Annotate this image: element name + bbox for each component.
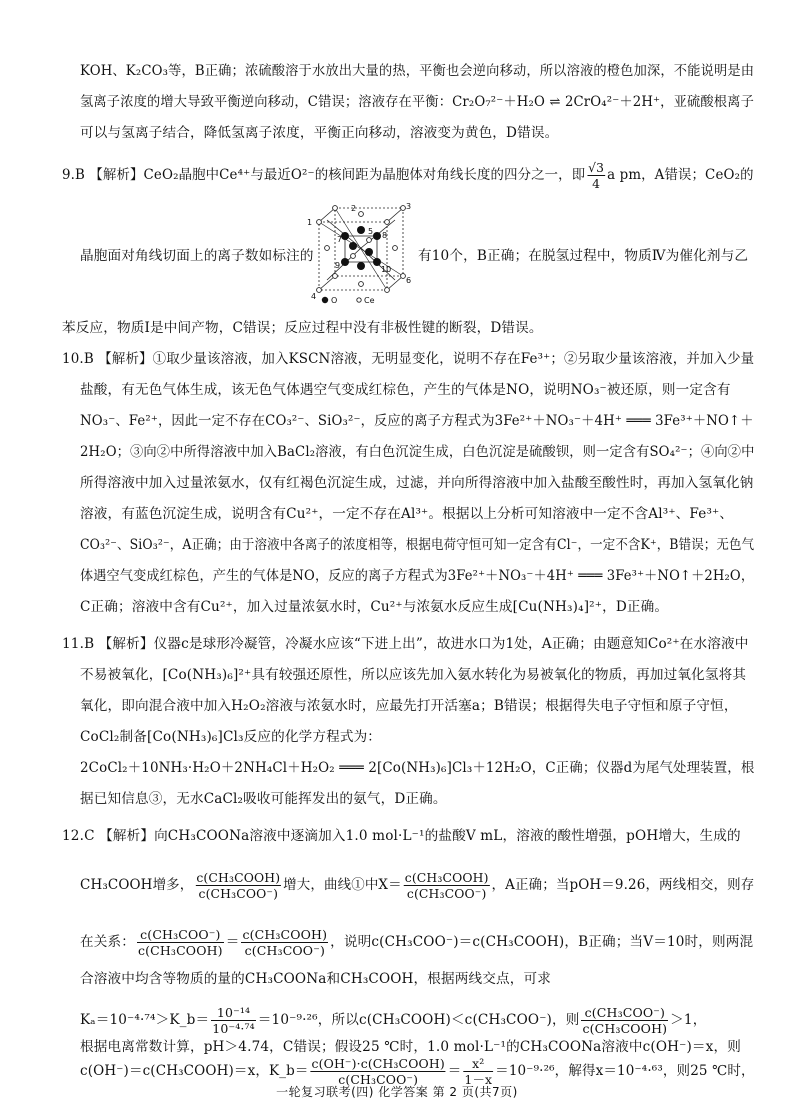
- o-legend-label: O: [331, 296, 338, 305]
- text-line: 有10个，B正确；在脱氢过程中，物质Ⅳ为催化剂与乙: [418, 248, 749, 264]
- text-line: KOH、K₂CO₃等，B正确；浓硫酸溶于水放出大量的热，平衡也会逆向移动，所以溶液的橙色加深，不能说明是由: [80, 63, 755, 79]
- text-line: 体遇空气变成红棕色，产生的气体是NO，反应的离子方程式为3Fe²⁺＋NO₃⁻＋4H⁺ ═══ 3Fe³⁺＋NO↑＋2H₂O，: [80, 568, 755, 584]
- text-line: 苯反应，物质Ⅰ是中间产物，C错误；反应过程中没有非极性键的断裂，D错误。: [62, 320, 543, 336]
- diagram-legend: [322, 296, 375, 305]
- fraction: [241, 927, 328, 958]
- text-line: NO₃⁻、Fe²⁺，因此一定不存在CO₃²⁻、SiO₃²⁻，反应的离子方程式为3Fe²⁺＋NO₃⁻＋4H⁺ ═══ 3Fe³⁺＋NO↑＋: [80, 413, 754, 429]
- atom-label: 9: [335, 261, 341, 270]
- text-line: 氧化，即向混合液中加入H₂O₂溶液与浓氨水时，应最先打开活塞a；B错误；根据得失电子守恒和原子守恒，: [80, 698, 738, 714]
- text-line: 根据电离常数计算，pH＞4.74，C错误；假设25 ℃时，1.0 mol·L⁻¹的CH₃COONa溶液中c(OH⁻)＝x，则: [80, 1039, 741, 1055]
- fraction: [581, 1005, 668, 1036]
- fraction-numerator: c(OH⁻)·c(CH₃COOH): [311, 1056, 445, 1071]
- fraction-numerator: c(CH₃COOH): [404, 870, 489, 885]
- text-segment: ＝10⁻⁹·²⁶，解得x＝10⁻⁴·⁶³，则25 ℃时，: [495, 1063, 755, 1079]
- atom-label: 7: [337, 235, 343, 244]
- atom-label: 1: [307, 218, 313, 227]
- ce-legend-label: Ce: [364, 296, 375, 305]
- text-line: CO₃²⁻、SiO₃²⁻，A正确；由于溶液中各离子的浓度相等，根据电荷守恒可知一定含有Cl⁻，一定不含K⁺，B错误；无色气: [80, 537, 755, 553]
- atom-label: 6: [406, 276, 412, 285]
- text-segment: Kₐ＝10⁻⁴·⁷⁴＞K_b＝: [80, 1012, 210, 1028]
- atom-label: 4: [311, 292, 317, 301]
- equation-line: 2CoCl₂＋10NH₃·H₂O＋2NH₄Cl＋H₂O₂ ═══ 2[Co(NH₃)₆]Cl₃＋12H₂O，C正确；仪器d为尾气处理装置，根: [80, 760, 755, 776]
- text-line: 氢离子浓度的增大导致平衡逆向移动，C错误；溶液存在平衡：Cr₂O₇²⁻＋H₂O ⇌ 2CrO₄²⁻＋2H⁺，亚硫酸根离子: [80, 94, 754, 110]
- text-line: 盐酸，有无色气体生成，该无色气体遇空气变成红棕色，产生的气体是NO，说明NO₃⁻被还原，则一定含有: [80, 382, 731, 398]
- text-segment: ，A正确；当pOH＝9.26，两线相交，则存: [491, 877, 755, 893]
- text-segment: CH₃COOH增多，: [80, 877, 194, 893]
- text-line: C正确；溶液中含有Cu²⁺，加入过量浓氨水时，Cu²⁺与浓氨水反应生成[Cu(NH₃)₄]²⁺，D正确。: [80, 599, 669, 615]
- o-legend-icon: [322, 297, 328, 303]
- fraction-line: [80, 927, 753, 958]
- text-line: 合溶液中均含等物质的量的CH₃COONa和CH₃COOH，根据两线交点，可求: [80, 971, 551, 987]
- text-segment: a pm，A错误；CeO₂的: [607, 167, 754, 183]
- text-segment: ＝: [447, 1063, 462, 1079]
- text-line: 所得溶液中加入过量浓氨水，仅有红褐色沉淀生成，过滤，并向所得溶液中加入盐酸至酸性时，再加入氢氧化钠: [80, 475, 754, 491]
- fraction: [195, 870, 281, 901]
- atom-label: 5: [368, 227, 374, 236]
- fraction-denominator: 4: [592, 176, 601, 191]
- cell-frame: [319, 208, 403, 290]
- text-segment: ＝10⁻⁹·²⁶，所以c(CH₃COOH)＜c(CH₃COO⁻)，则: [257, 1012, 580, 1028]
- fraction-denominator: c(CH₃COO⁻): [338, 1072, 419, 1087]
- fraction-numerator: c(CH₃COO⁻): [581, 1005, 668, 1021]
- fraction-denominator: c(CH₃COO⁻): [244, 943, 325, 958]
- text-segment: 增大，曲线①中X＝: [283, 877, 402, 893]
- ce-legend-icon: [357, 298, 361, 302]
- fraction-line: [80, 1005, 706, 1036]
- text-line: CoCl₂制备[Co(NH₃)₆]Cl₃反应的化学方程式为：: [80, 729, 382, 745]
- fraction-line: [80, 870, 754, 901]
- question-12-line: 12.C 【解析】向CH₃COONa溶液中逐滴加入1.0 mol·L⁻¹的盐酸V mL，溶液的酸性增强，pOH增大，生成的: [62, 828, 741, 844]
- text-segment: 9.B 【解析】CeO₂晶胞中Ce⁴⁺与最近O²⁻的核间距为晶胞体对角线长度的四分之一，即: [62, 167, 586, 183]
- page-footer: 一轮复习联考(四) 化学答案 第 2 页(共7页): [276, 1085, 518, 1099]
- text-line: 据已知信息③，无水CaCl₂吸收可能挥发出的氨气，D正确。: [80, 791, 447, 807]
- fraction-denominator: c(CH₃COO⁻): [198, 886, 279, 901]
- fraction-denominator: 1－x: [464, 1072, 493, 1087]
- fraction: [211, 1005, 256, 1036]
- fraction-numerator: c(CH₃COOH): [196, 870, 281, 885]
- atom-label: 8: [382, 231, 388, 240]
- fraction-denominator: c(CH₃COOH): [582, 1021, 668, 1036]
- fraction-numerator: 10⁻¹⁴: [211, 1005, 256, 1021]
- fraction-denominator: 10⁻⁴·⁷⁴: [212, 1021, 255, 1036]
- fraction: [137, 927, 224, 958]
- atom-label: 10: [381, 265, 392, 274]
- atom-label: 2: [351, 204, 357, 213]
- fraction-denominator: c(CH₃COO⁻): [406, 886, 487, 901]
- fraction-denominator: c(CH₃COOH): [137, 943, 223, 958]
- fraction-numerator: c(CH₃COOH): [242, 927, 328, 942]
- fraction: [404, 870, 490, 901]
- question-9-line: [62, 160, 754, 191]
- text-segment: 在关系：: [80, 934, 135, 950]
- text-segment: ＞1，: [670, 1012, 707, 1028]
- text-line: 溶液，有蓝色沉淀生成，说明含有Cu²⁺，一定不存在Al³⁺。根据以上分析可知溶液中一定不含Al³⁺、Fe³⁺、: [80, 506, 734, 522]
- text-line: 晶胞面对角线切面上的离子数如标注的: [80, 248, 314, 264]
- text-segment: c(OH⁻)＝c(CH₃COOH)＝x，K_b＝: [80, 1063, 309, 1079]
- ceo2-unit-cell-diagram: [305, 200, 417, 306]
- question-10-line: 10.B 【解析】①取少量该溶液，加入KSCN溶液，无明显变化，说明不存在Fe³⁺；②另取少量该溶液，并加入少量: [62, 351, 755, 367]
- fraction: [587, 160, 605, 191]
- text-segment: ，说明c(CH₃COO⁻)＝c(CH₃COOH)，B正确；当V＝10时，则两混: [330, 934, 754, 950]
- text-line: 可以与氢离子结合，降低氢离子浓度，平衡正向移动，溶液变为黄色，D错误。: [80, 125, 559, 141]
- question-11-line: 11.B 【解析】仪器c是球形冷凝管，冷凝水应该“下进上出”，故进水口为1处，A正确；由题意知Co²⁺在水溶液中: [62, 636, 749, 652]
- text-line: 不易被氧化，[Co(NH₃)₆]²⁺具有较强还原性，所以应该先加入氨水转化为易被氧化的物质，再加过氧化氢将其: [80, 667, 747, 683]
- text-line: 2H₂O；③向②中所得溶液中加入BaCl₂溶液，有白色沉淀生成，白色沉淀是硫酸钡，则一定含有SO₄²⁻；④向②中: [80, 444, 755, 460]
- fraction-numerator: x²: [463, 1056, 493, 1072]
- atom-label: 3: [406, 202, 412, 211]
- fraction-numerator: c(CH₃COO⁻): [137, 927, 224, 943]
- text-segment: ＝: [225, 934, 240, 950]
- fraction-numerator: √3: [588, 160, 605, 175]
